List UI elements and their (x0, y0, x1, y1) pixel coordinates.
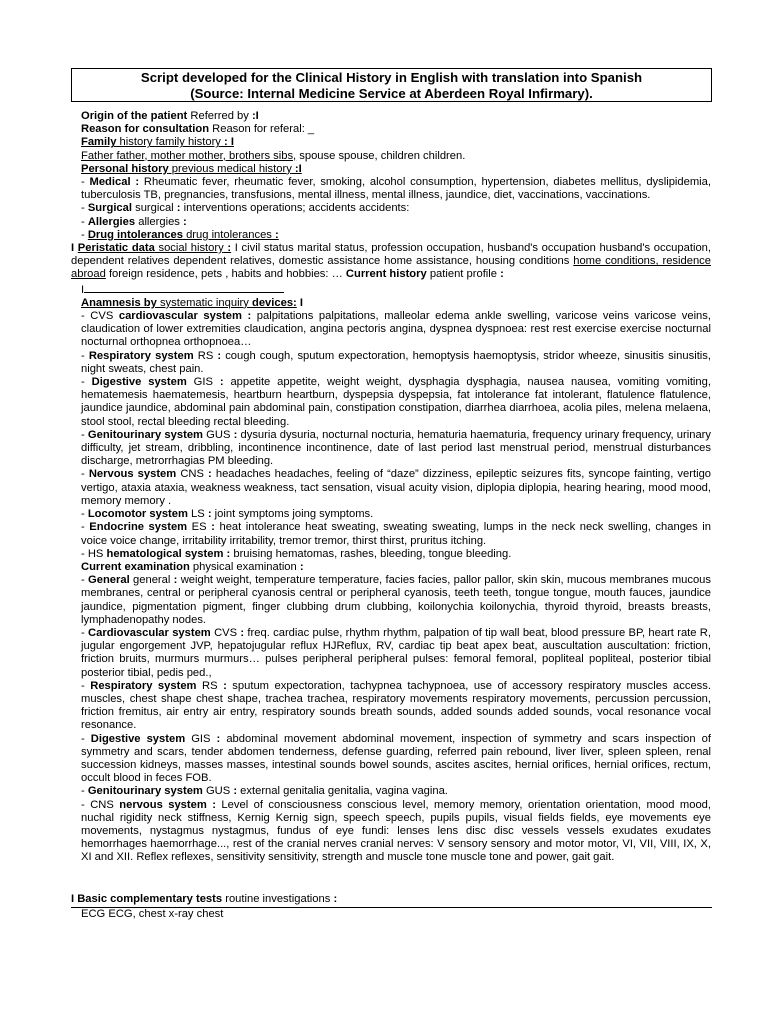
current-history-blank-line (84, 282, 284, 293)
drug-dash: - (81, 228, 88, 241)
exam-item-general (81, 574, 711, 627)
allergies-item (81, 216, 711, 229)
system-text: heat intolerance heat sweating, sweating sweating, lumps in the neck neck swelling, changes in voice voice change, irritability irritability, tremor tremor, thirst thirst, pruritus itching. (81, 521, 711, 547)
system-colon: : (217, 349, 222, 362)
exam-item-nervous (81, 799, 711, 865)
exam-text: Level of consciousness conscious level, memory memory, orientation orientation, mood mood, nuchal rigidity neck stiffness, Kernig Kernig sign, speech speech, pupils pupils, visual fields fields, eye movements eye movements, nystagmus nystagmus, fundus of eye fundi: lenses lens disc disc vessels vessels exudates exudates hemorrhages haemorrhage..., rest of the cranial nerves cranial nerves: V sensory sensory and motor motor, VI, VII, VIII, IX, X, XI and XII. Reflex reflexes, sensitivity sensitivity, strength and muscle tone muscle tone and power, gait gait. (81, 798, 711, 864)
basic-colon: : (333, 893, 338, 905)
peristatic-label: Peristatic data (77, 242, 155, 255)
system-item-genitourinary (81, 429, 711, 469)
system-label: Locomotor system (87, 508, 188, 521)
exam-colon: : (173, 574, 178, 587)
exam-item-genitourinary (81, 785, 711, 798)
exam-text: weight weight, temperature temperature, facies facies, pallor pallor, skin skin, mucous membranes mucous membranes, central or peripheral cyanosis central or peripheral cyanosis, teeth teeth, tongue tongue, mouth fauces, jaundice jaundice, pigmentation pigment, finger clubbing drum clubbing, koilonychia koilonychia, thyroid thyroid, breasts breasts, lymphadenopathy nodes. (81, 574, 711, 626)
system-text: joint symptoms joing symptoms. (211, 508, 374, 521)
system-dash: - (81, 547, 88, 560)
personal-sub: previous medical history (168, 162, 292, 175)
system-label: Nervous system (88, 468, 177, 481)
surgical-colon: : (176, 202, 181, 215)
exam-label: Respiratory system (90, 679, 197, 692)
exam-item-cardiovascular (81, 627, 711, 680)
system-colon: : (207, 508, 212, 521)
current-exam-colon: : (299, 560, 304, 573)
origin-mark: :I (251, 110, 259, 122)
origin-label: Origin of the patient (81, 110, 188, 122)
medical-item (81, 176, 711, 202)
system-label: Endocrine system (89, 521, 188, 534)
exam-item-digestive (81, 733, 711, 786)
system-colon: : (208, 468, 212, 481)
allergies-colon: : (183, 215, 187, 228)
anamnesis-label: Anamnesis by (81, 296, 157, 309)
system-label: Respiratory system (88, 349, 194, 362)
anamnesis-heading (81, 297, 711, 310)
personal-mark: :I (291, 162, 302, 175)
current-exam-sub: physical examination (189, 560, 300, 573)
system-text: dysuria dysuria, nocturnal nocturia, hematuria haematuria, frequency urinary frequency, urinary difficulty, jet stream, dribbling, incontinence incontinence, date of last period last menstrual period, menstrual disturbances discharge, metrorrhagias PM bleeding. (81, 428, 711, 468)
anamnesis-mark: I (296, 296, 303, 309)
peristatic-paragraph (71, 242, 711, 282)
medical-text: Rheumatic fever, rheumatic fever, smoking, alcohol consumption, hypertension, diabetes mellitus, dyslipidemia, tuberculosis TB, pregnancies, transfusions, mental illness, mental illness, jaundice, diet, vaccinations, vaccinations. (81, 176, 711, 202)
exam-dash: - (81, 732, 91, 745)
exam-dash: - (81, 785, 88, 798)
system-item-cvs (81, 310, 711, 350)
personal-label: Personal history (81, 162, 169, 175)
system-item-hematological (81, 548, 711, 561)
reason-text: Reason for referal: _ (209, 123, 315, 136)
system-label: Genitourinary system (87, 428, 203, 441)
family-line-rest: spouse spouse, children children. (296, 149, 466, 162)
surgical-rest: interventions operations; accidents accidents: (180, 202, 410, 215)
allergies-dash: - (81, 215, 88, 228)
drug-colon: : (275, 228, 279, 241)
system-abbr: RS (193, 349, 218, 362)
family-line-underlined: Father father, mother mother, brothers sibs, (81, 149, 297, 162)
exam-colon: : (216, 732, 221, 745)
system-dash: - (81, 428, 88, 441)
current-history-label: Current history (345, 268, 427, 281)
system-text: palpitations palpitations, malleolar edema ankle swelling, varicose veins varicose veins, claudication of lower extremities claudication, angina pectoris angina, dyspnea dyspnoea: rest rest exercise exercise nocturnal nocturnal orthopnea orthopnoea… (81, 310, 711, 349)
allergies-label: Allergies (87, 215, 136, 228)
system-dash: - (81, 508, 88, 521)
system-text: bruising hematomas, rashes, bleeding, tongue bleeding. (230, 547, 512, 560)
exam-dash: - (81, 798, 91, 811)
current-history-blank (81, 282, 711, 297)
system-item-endocrine (81, 521, 711, 547)
system-dash: - (81, 349, 89, 362)
system-colon: : (211, 521, 215, 534)
exam-colon: : (233, 785, 238, 798)
origin-text: Referred by (187, 110, 252, 122)
system-item-nervous (81, 468, 711, 508)
exam-dash: - (81, 679, 91, 692)
current-exam-label: Current examination (81, 560, 190, 573)
system-text: appetite appetite, weight weight, dysphagia dysphagia, nausea nausea, vomiting vomiting, hematemesis haematemesis, heartburn heartburn, dyspepsia dyspepsia, fat intolerance fat intolerant, flatulence flatulence, jaundice jaundice, abdominal pain abdominal pain, constipation constipation, diarrhea diarrhoea, acolia piles, melena melaena, stool stool, rectal bleeding rectal bleeding. (81, 376, 711, 428)
anamnesis-sub: systematic inquiry (156, 296, 252, 309)
basic-tests-heading (71, 893, 712, 906)
basic-mark: I (71, 893, 78, 905)
system-abbr: LS (187, 508, 208, 521)
family-sub: history family history (116, 136, 221, 149)
exam-dash: - (81, 626, 89, 639)
reason-label: Reason for consultation (81, 123, 210, 136)
exam-label: nervous system : (119, 798, 216, 811)
medical-label: Medical : (89, 176, 140, 189)
drug-item (81, 229, 711, 242)
surgical-item (81, 202, 711, 215)
system-item-locomotor (81, 508, 711, 521)
current-exam-heading (81, 561, 711, 574)
system-dash: - (81, 521, 90, 534)
exam-text: abdominal movement abdominal movement, inspection of symmetry and scars inspection of symmetry and scars, tender abdomen tenderness, defense guarding, referred pain rebound, liver liver, spleen spleen, renal succession kidneys, masses masses, intestinal sounds bowel sounds, ascites ascites, hernial orifices, hernial orifices, rectum, occult blood in feces FOB. (81, 732, 711, 785)
system-abbr: GUS (203, 428, 234, 441)
surgical-label: Surgical (87, 202, 132, 215)
current-history-text: patient profile (426, 268, 501, 281)
exam-dash: - (81, 574, 89, 587)
exam-abbr: GIS (185, 732, 217, 745)
exam-abbr: CNS (90, 798, 120, 811)
current-history-blank-mark: I (81, 283, 85, 296)
system-abbr: HS (87, 547, 107, 560)
basic-sub: routine investigations (222, 893, 334, 905)
system-abbr: ES (187, 521, 212, 534)
drug-label: Drug intolerances (87, 228, 183, 241)
exam-abbr: general (129, 574, 174, 587)
origin-paragraph (81, 110, 711, 123)
system-abbr: CNS (176, 468, 209, 481)
family-label: Family (81, 136, 117, 149)
system-label: Digestive system (91, 376, 187, 389)
reason-paragraph (81, 123, 711, 136)
family-heading (81, 136, 711, 149)
exam-abbr: RS (196, 679, 224, 692)
surgical-text: surgical (132, 202, 177, 215)
system-label: hematological system : (106, 547, 231, 560)
peristatic-colon: : (223, 242, 232, 255)
medical-dash: - (81, 176, 90, 189)
basic-tests-ecg: ECG ECG, chest x-ray chest (81, 908, 224, 921)
peristatic-underlined: home conditions, residence abroad (71, 255, 711, 281)
exam-label: Cardiovascular system (88, 626, 211, 639)
peristatic-text: I civil status marital status, profession occupation, husband's occupation husband's occupation, dependent relatives dependent relatives, domestic assistance home assistance, housing conditions (71, 242, 711, 268)
peristatic-text-2: foreign residence, pets , habits and hobbies: … (105, 268, 346, 281)
exam-colon: : (223, 679, 227, 692)
peristatic-mark: I (71, 242, 78, 255)
current-history-colon: : (500, 268, 504, 281)
basic-label: Basic complementary tests (77, 893, 223, 905)
system-text: headaches headaches, feeling of “daze” dizziness, epileptic seizures fits, syncope fainting, vertigo vertigo, ataxia ataxia, weakness weakness, tact sensation, visual acuity vision, diplopia diplopia, hearing hearing, mood mood, memory memory . (81, 468, 712, 507)
family-line (81, 150, 711, 163)
system-dash: - (81, 310, 91, 323)
document-title-box (71, 68, 712, 102)
exam-text: sputum expectoration, tachypnea tachypnoea, use of accessory respiratory muscles access. muscles, chest shape chest shape, trachea trachea, respiratory movements respiratory movements, percussion percussion, friction fremitus, air entry air entry, respiratory sounds breath sounds, added sounds added sounds, vocal resonance vocal resonance. (81, 679, 711, 732)
history-script-body (71, 110, 712, 865)
system-dash: - (81, 468, 89, 481)
exam-abbr: GUS (202, 785, 234, 798)
drug-text: drug intolerances (182, 228, 276, 241)
exam-label: Digestive system (90, 732, 186, 745)
allergies-text: allergies (135, 215, 183, 228)
exam-text: freq. cardiac pulse, rhythm rhythm, palpation of tip wall beat, blood pressure BP, heart rate R, jugular engorgement JVP, hepatojugular reflux HJReflux, RV, cardiac tip beat apex beat, auscultation auscultation: friction, friction bruits, murmurs murmurs… pulses peripheral peripheral pulses: femoral femoral, popliteal popliteal, posterior tibial posterior tibial, pedis ped., (81, 626, 711, 679)
system-item-digestive (81, 376, 711, 429)
anamnesis-devices: devices: (251, 296, 297, 309)
title-line-2: (Source: Internal Medicine Service at Aberdeen Royal Infirmary). (190, 86, 593, 101)
exam-colon: : (240, 626, 245, 639)
system-item-respiratory (81, 350, 711, 376)
family-mark: : I (220, 136, 234, 149)
surgical-dash: - (81, 202, 88, 215)
exam-label: General (88, 574, 130, 587)
peristatic-sub: social history (154, 242, 224, 255)
system-colon: : (219, 376, 224, 389)
title-line-1: Script developed for the Clinical History in English with translation into Spanish (140, 70, 643, 85)
system-colon: : (233, 428, 238, 441)
exam-text: external genitalia genitalia, vagina vagina. (237, 785, 448, 798)
system-text: cough cough, sputum expectoration, hemoptysis haemoptysis, stridor wheeze, sinusitis sinusitis, night sweats, chest pain. (81, 349, 711, 375)
system-label: cardiovascular system : (118, 310, 252, 323)
system-abbr: CVS (90, 310, 119, 323)
basic-tests-section (71, 893, 712, 921)
exam-label: Genitourinary system (87, 785, 203, 798)
system-abbr: GIS (186, 376, 220, 389)
system-dash: - (81, 376, 92, 389)
exam-abbr: CVS (210, 626, 241, 639)
personal-heading (81, 163, 711, 176)
exam-item-respiratory (81, 680, 711, 733)
